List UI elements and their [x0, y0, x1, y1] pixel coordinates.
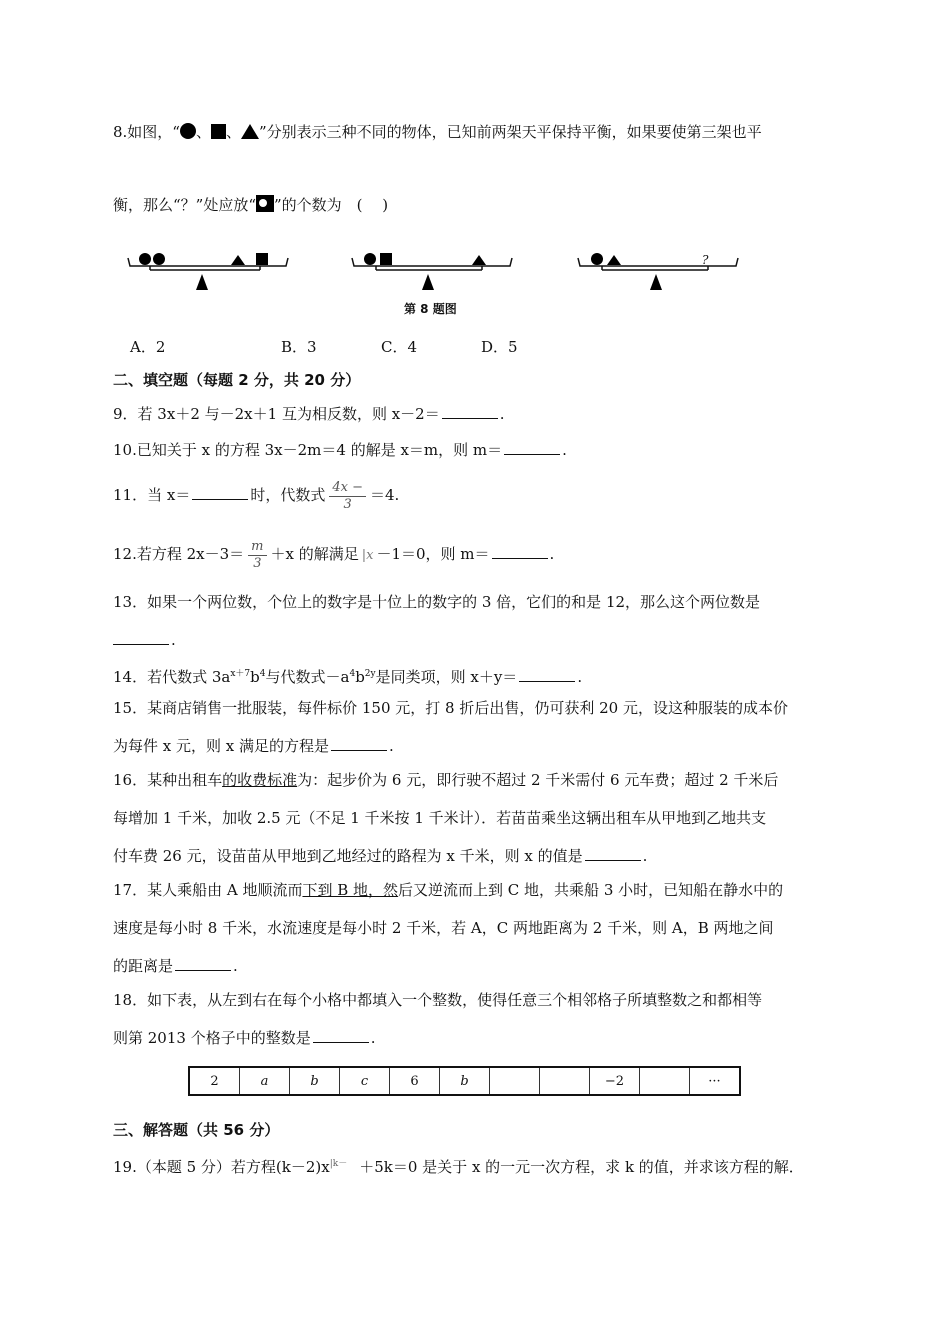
- q18-blank[interactable]: [313, 1028, 369, 1043]
- q8-text-d: ”的个数为 ( ): [274, 196, 389, 214]
- q8-text-b: ”分别表示三种不同的物体，已知前两架天平保持平衡，如果要使第三架也平: [259, 123, 762, 141]
- q11-fraction: [329, 480, 366, 513]
- grid-cell: a: [240, 1067, 290, 1095]
- q19: [113, 1154, 804, 1177]
- balance-figure: [110, 240, 760, 300]
- q11-suffix: ＝4.: [369, 486, 400, 504]
- q13-blank[interactable]: [113, 630, 169, 645]
- q9: [113, 404, 505, 424]
- q15-end: .: [389, 737, 394, 755]
- q19-exp: |k－: [329, 1159, 348, 1169]
- q13-line2: [113, 630, 176, 650]
- grid-cell: [490, 1067, 540, 1095]
- q12-suffix: －1＝0，则 m＝: [376, 545, 490, 563]
- q17-end: .: [233, 957, 238, 975]
- section-3-title: 三、解答题（共 56 分）: [113, 1121, 280, 1139]
- q10: [113, 440, 567, 460]
- q8-sep2: 、: [226, 123, 242, 141]
- q11-blank[interactable]: [192, 485, 248, 500]
- q17-prefix: 17．某人乘船由 A 地顺流而: [113, 881, 303, 899]
- q18-line2: [113, 1028, 376, 1048]
- q16-suffix: 为：起步价为 6 元，即行驶不超过 2 千米需付 6 元车费；超过 2 千米后: [297, 771, 779, 789]
- q11-numerator: 4x −: [329, 480, 366, 497]
- q17-underlined: 下到 B 地，然: [302, 881, 399, 899]
- q17-line2: 速度是每小时 8 千米，水流速度是每小时 2 千米，若 A，C 两地距离为 2 千米，则 A，B 两地之间: [113, 919, 774, 937]
- q14-end: .: [577, 668, 583, 686]
- grid-cell: [640, 1067, 690, 1095]
- mixed-object-icon: [256, 195, 274, 212]
- balance-3: [578, 253, 738, 290]
- q8-sep1: 、: [195, 123, 211, 141]
- q16-line3: [113, 846, 647, 866]
- grid-cell: c: [340, 1067, 390, 1095]
- balance-2: [352, 253, 512, 290]
- figure-caption: 第 8 题图: [404, 302, 457, 316]
- grid-cell: [540, 1067, 590, 1095]
- grid-cell: 6: [390, 1067, 440, 1095]
- q12-denominator: 3: [253, 555, 262, 571]
- balance-1: [128, 253, 288, 290]
- q9-text: 9．若 3x＋2 与－2x＋1 互为相反数，则 x－2＝: [113, 405, 440, 423]
- q17-text: 的距离是: [113, 957, 174, 975]
- grid-cell: b: [290, 1067, 340, 1095]
- q14-exp4: 2y: [364, 669, 376, 679]
- q10-blank[interactable]: [504, 440, 560, 455]
- grid-cell: ···: [690, 1067, 741, 1095]
- q14: [113, 664, 582, 687]
- option-a: A．2: [130, 338, 166, 356]
- q10-text: 10.已知关于 x 的方程 3x－2m＝4 的解是 x＝m，则 m＝: [113, 441, 503, 459]
- q16-end: .: [642, 847, 648, 865]
- q18-line1: 18．如下表，从左到右在每个小格中都填入一个整数，使得任意三个相邻格子所填整数之和都相等: [113, 991, 763, 1009]
- q14-exp3: 4: [349, 669, 356, 679]
- grid-cell: b: [440, 1067, 490, 1095]
- q12-end: .: [549, 545, 555, 563]
- q17-suffix: 后又逆流而上到 C 地，共乘船 3 小时，已知船在静水中的: [398, 881, 784, 899]
- q12-abs: |x: [361, 548, 374, 563]
- q11-middle: 时，代数式: [250, 486, 326, 504]
- q13-end: .: [171, 631, 176, 649]
- option-d: D．5: [481, 338, 518, 356]
- q8-line2: [113, 195, 388, 215]
- question-mark: ?: [702, 253, 709, 267]
- q17-line3: [113, 956, 238, 976]
- q8-text-c: 衡，那么“？”处应放“: [113, 196, 257, 214]
- q12-fraction: [248, 539, 266, 572]
- q11-denominator: 3: [343, 496, 352, 512]
- q15-blank[interactable]: [331, 736, 387, 751]
- grid-cell: 2: [189, 1067, 240, 1095]
- q15-text: 为每件 x 元，则 x 满足的方程是: [113, 737, 329, 755]
- q19-suffix: ＋5k＝0 是关于 x 的一元一次方程，求 k 的值，并求该方程的解．: [359, 1158, 804, 1176]
- q14-mid2: 与代数式－a: [265, 668, 350, 686]
- q16-text: 付车费 26 元，设苗苗从甲地到乙地经过的路程为 x 千米，则 x 的值是: [113, 847, 583, 865]
- triangle-icon: [241, 124, 259, 139]
- q12-middle: ＋x 的解满足: [270, 545, 359, 563]
- q18-number-grid: [188, 1066, 741, 1096]
- q8-line1: [113, 122, 762, 142]
- q16-line1: [113, 770, 778, 790]
- q14-exp2: 4: [259, 669, 266, 679]
- q16-blank[interactable]: [585, 846, 641, 861]
- q18-end: .: [370, 1029, 376, 1047]
- q17-blank[interactable]: [175, 956, 231, 971]
- square-icon: [211, 124, 226, 139]
- option-c: C．4: [381, 338, 418, 356]
- q17-line1: [113, 880, 783, 900]
- q14-mid3: b: [355, 668, 365, 686]
- q16-prefix: 16．某种出租车: [113, 771, 223, 789]
- q10-end: .: [562, 441, 567, 459]
- q18-text: 则第 2013 个格子中的整数是: [113, 1029, 311, 1047]
- q9-end: .: [499, 405, 505, 423]
- q14-blank[interactable]: [519, 667, 575, 682]
- q16-underlined: 的收费标准: [222, 771, 298, 789]
- q19-prefix: 19.（本题 5 分）若方程(k－2)x: [113, 1158, 330, 1176]
- q8-text-a: 8.如图，“: [113, 123, 180, 141]
- q9-blank[interactable]: [442, 404, 498, 419]
- q13-line1: 13．如果一个两位数，个位上的数字是十位上的数字的 3 倍，它们的和是 12，那么这个两位数是: [113, 593, 761, 611]
- q15-line1: 15．某商店销售一批服装，每件标价 150 元，打 8 折后出售，仍可获利 20 元，设这种服装的成本价: [113, 699, 788, 717]
- q14-suffix: 是同类项，则 x＋y＝: [375, 668, 518, 686]
- section-2-title: 二、填空题（每题 2 分，共 20 分）: [113, 371, 361, 389]
- q14-exp1: x＋7: [230, 669, 251, 679]
- q16-line2: 每增加 1 千米，加收 2.5 元（不足 1 千米按 1 千米计）．若苗苗乘坐这辆出租车从甲地到乙地共支: [113, 809, 767, 827]
- q14-prefix: 14．若代数式 3a: [113, 668, 231, 686]
- q12-prefix: 12.若方程 2x－3＝: [113, 545, 245, 563]
- q11: [113, 478, 399, 513]
- q15-line2: [113, 736, 394, 756]
- option-b: B．3: [281, 338, 317, 356]
- q14-mid1: b: [250, 668, 260, 686]
- circle-icon: [180, 123, 196, 139]
- q12-numerator: m: [248, 539, 266, 556]
- q12-blank[interactable]: [492, 544, 548, 559]
- q12: [113, 537, 554, 573]
- q11-prefix: 11．当 x＝: [113, 486, 191, 504]
- grid-cell: −2: [590, 1067, 640, 1095]
